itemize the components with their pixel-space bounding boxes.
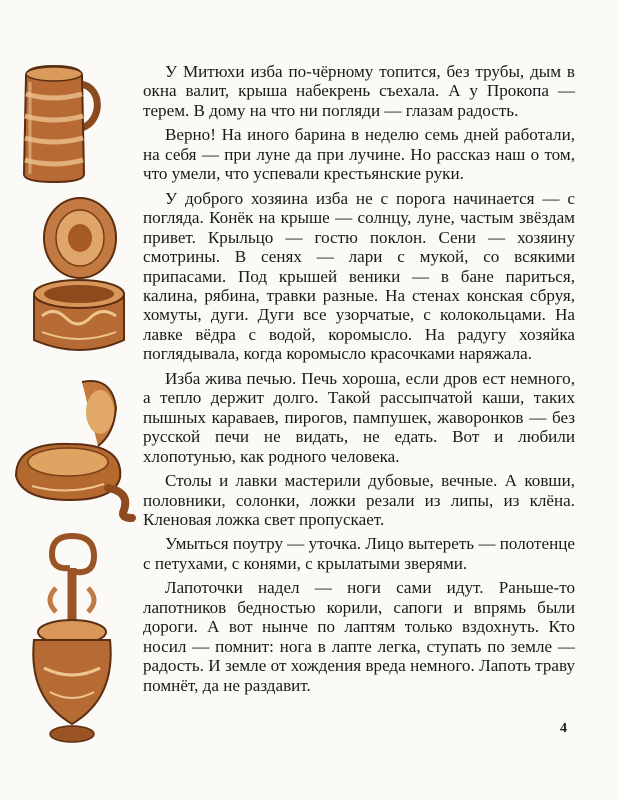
paragraph: У доброго хозяина изба не с порога начинается — с погляда. Конёк на крыше — солнцу, луне, частым звёздам привет. Крыльцо — гостю поклон. Сени — хозяину смотрины. В сенях — лари с мукой, со всякими припасами. Под крышей веники — в бане париться, калина, рябина, травки разные. На стенах конская сбруя, хомуты, дуги. Дуги все узорчатые, с колокольцами. На лавке вёдра с водой, коромысло. На радугу хозяйка поглядывала, когда коромысло красочками наряжала. bbox=[143, 188, 575, 364]
paragraph: У Митюхи изба по-чёрному топится, без трубы, дым в окна валит, крыша набекрень съехала. А у Прокопа — терем. В дому на что ни погляди — глазам радость. bbox=[143, 62, 575, 120]
page-number: 4 bbox=[560, 721, 567, 736]
ladle-illustration bbox=[12, 372, 142, 522]
paragraph: Верно! На иного барина в неделю семь дней работали, на себя — при луне да при лучине. Но рассказ наш о том, что умели, что успевали крестьянские руки. bbox=[143, 125, 575, 184]
carved-box-illustration bbox=[28, 190, 130, 358]
paragraph: Изба жива печью. Печь хороша, если дров ест немного, а тепло держит долго. Такой рассыпчатой каши, таких пышных караваев, пирогов, пампушек, жаворонков — без русской печи не видать, не едать. Вот и любили хлопотунью, как родного человека. bbox=[143, 368, 575, 466]
paragraph: Столы и лавки мастерили дубовые, вечные. А ковши, половники, солонки, ложки резали из липы, из клёна. Кленовая ложка свет пропускает. bbox=[143, 471, 575, 529]
paragraph: Умыться поутру — уточка. Лицо вытереть — полотенце с петухами, с конями, с крылатыми зверями. bbox=[143, 534, 575, 573]
main-text bbox=[143, 62, 575, 700]
paragraph: Лапоточки надел — ноги сами идут. Раньше-то лапотников бедностью корили, сапоги и впрямь были дороги. А вот нынче по лаптям только вздохнуть. Кто носил — помнит: нога в лапте легка, ступать по земле — радость. И земле от хождения вреда немного. Лапоть траву помнёт, да не раздавит. bbox=[143, 578, 575, 695]
ornate-cup-illustration bbox=[26, 528, 118, 748]
carved-mug-illustration bbox=[18, 62, 104, 186]
